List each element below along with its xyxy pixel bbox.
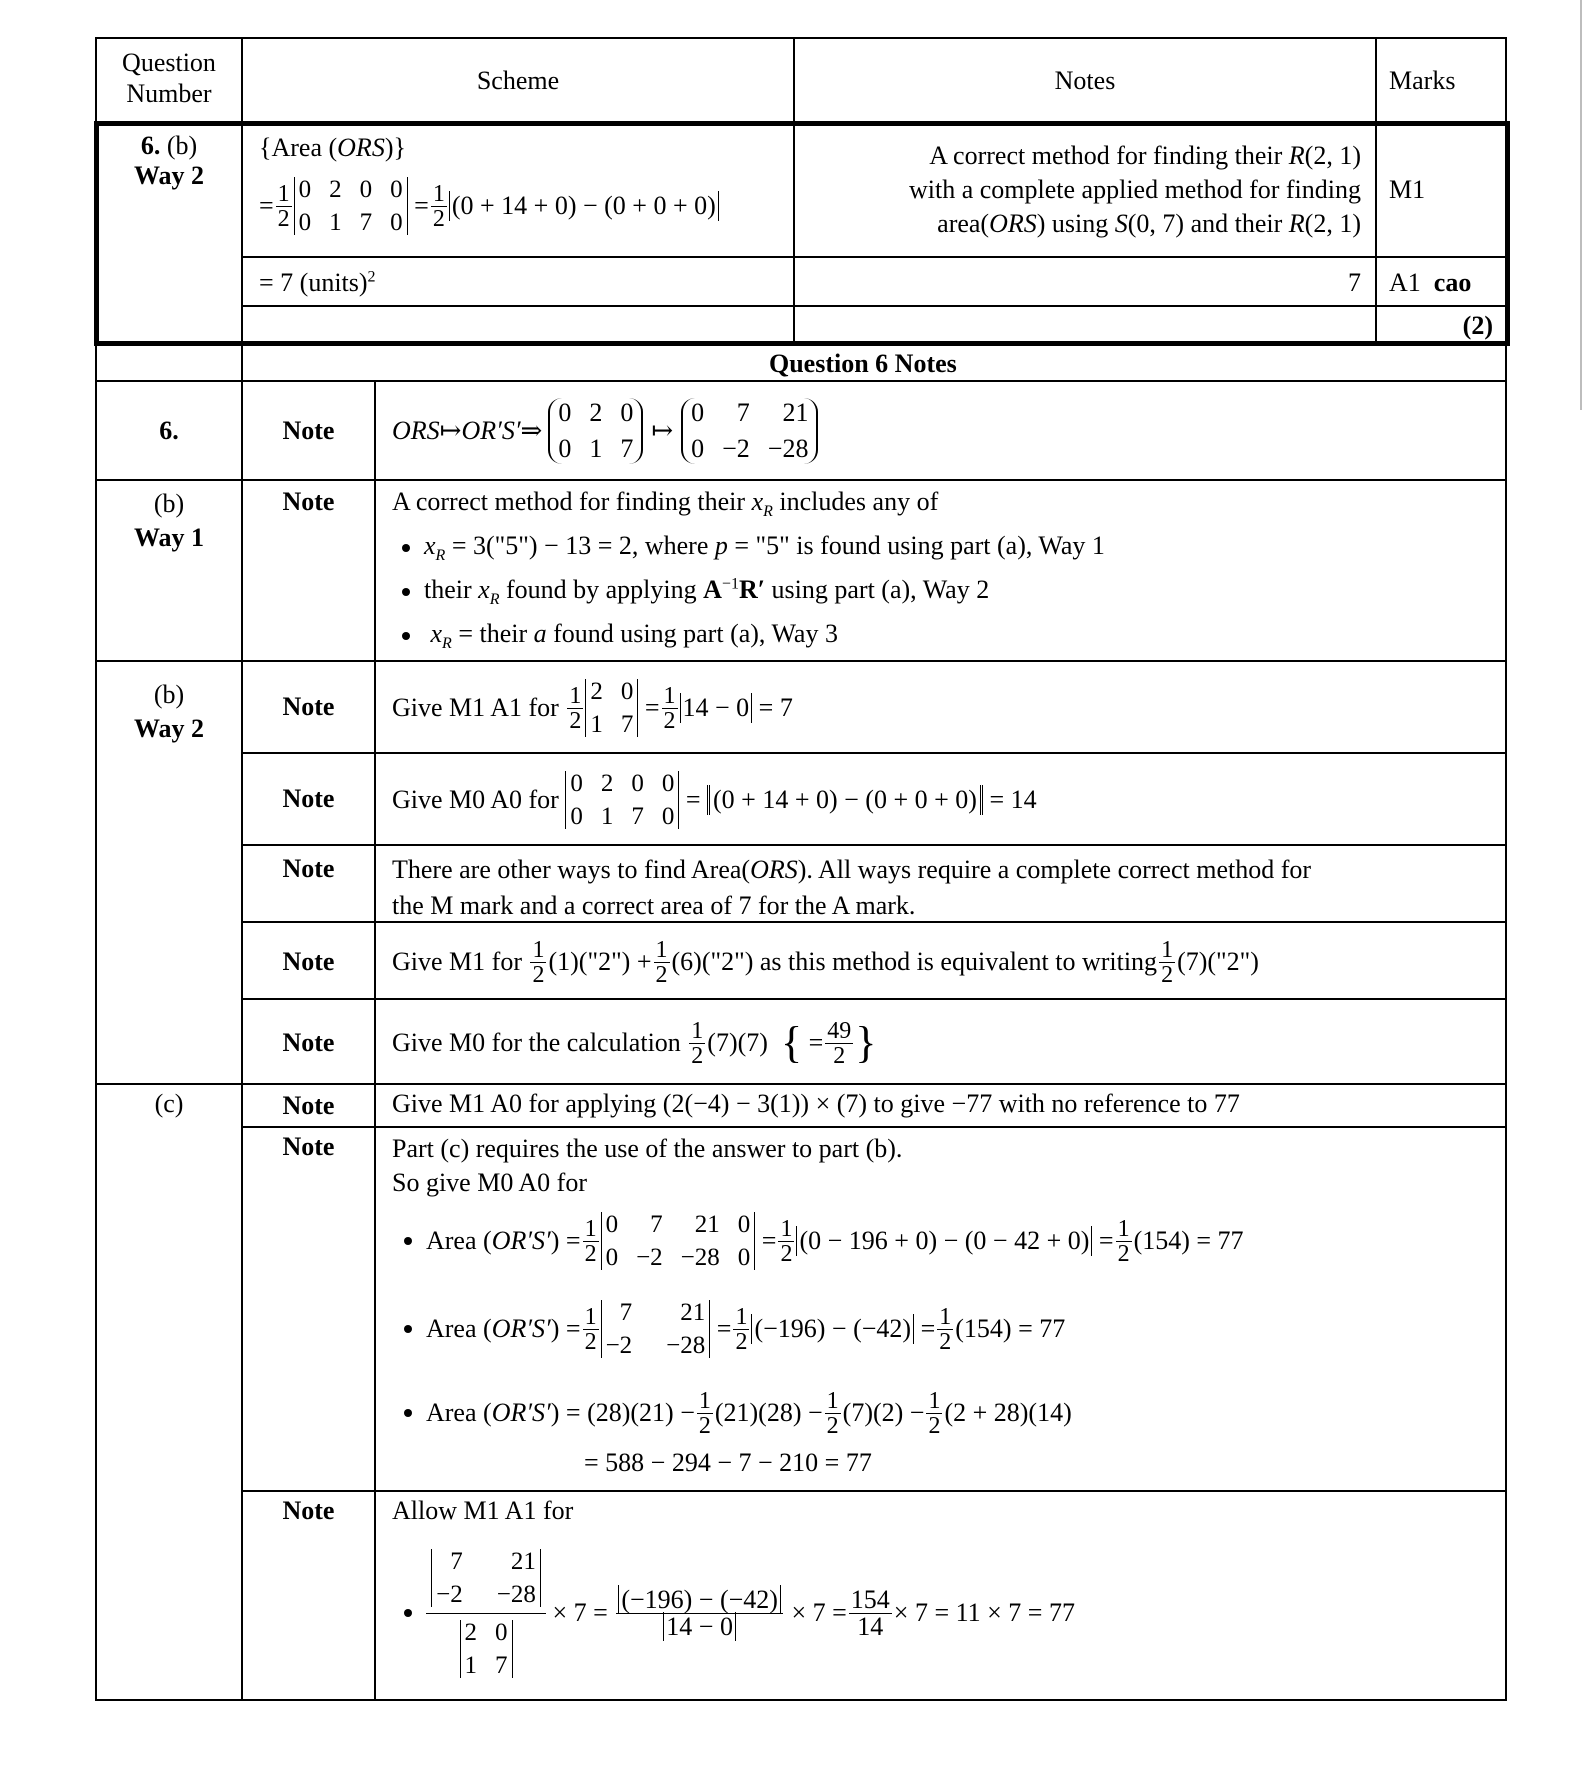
bullet-icon [402, 544, 410, 552]
note-c-3-label [241, 1490, 376, 1701]
note-row-b-way2-qnum [95, 660, 243, 1085]
header-marks-label: Marks [1389, 66, 1456, 95]
qnum-b-way2: (b) Way 2 [133, 680, 205, 743]
note-c-2-label [241, 1126, 376, 1492]
q6b-scheme-cell-3 [241, 305, 795, 345]
note-row-b-way1-content [374, 479, 1507, 662]
note-label: Note [282, 1028, 335, 1057]
note-b-way2-1-content [374, 660, 1507, 754]
c-note-3-expr: 7 21 −2 −28 2 0 1 7 × 7 = $\frac{(-196) - (-42)}{14 - 0}$ × 7 = $\frac{154}{14}$ × 7 = 11 × 7 = 77 [404, 1530, 1075, 1696]
matrix-ors: 0 2 0 0 1 7 [548, 398, 643, 464]
matrix-orsprime: 0 7 21 0 −2 −28 [681, 398, 818, 464]
header-scheme-label: Scheme [476, 66, 560, 95]
note-b-way2-5-label [241, 998, 376, 1085]
transformation-note: ORS ↦ OR′S′ ⇒ 0 2 0 0 1 7 ↦ 0 7 21 0 −2 −28 [392, 390, 818, 472]
bullet-icon [402, 632, 410, 640]
note-row-b-way1-qnum [95, 479, 243, 662]
c-bullet-1: Area ( OR′S′ ) = $\frac{1}{2}$ 0 7 21 0 0 −2 −28 0 = $\frac{1}{2}$ (0 − 196 + 0) − (0 − 42 + 0) = $\frac{1}{2}$ (154) = 77 [404, 1204, 1244, 1278]
qnum-6: 6. [159, 416, 179, 445]
q6b-scheme-cell-2 [241, 256, 795, 307]
note-label: Note [282, 487, 335, 516]
notes-section-title: Question 6 Notes [769, 349, 957, 378]
c-note-1: Give M1 A0 for applying (2(−4) − 3(1)) × (7) to give −77 with no reference to 77 [392, 1089, 1240, 1118]
q6b-note-result: 7 [1348, 268, 1361, 297]
note-label: Note [282, 416, 335, 445]
bullet-icon [404, 1325, 412, 1333]
bullet-icon [404, 1237, 412, 1245]
note-b-way2-2-label [241, 752, 376, 846]
note-label: Note [282, 692, 335, 721]
c-bullet-3: Area ( OR′S′ ) = (28)(21) − $\frac{1}{2}$ (21)(28) − $\frac{1}{2}$ (7)(2) − $\frac{1}{2}$ (2 + 28)(14) [404, 1378, 1072, 1448]
header-question-number-label: Question Number [122, 48, 216, 109]
bullet-icon [402, 588, 410, 596]
note-b-way2-5-content [374, 998, 1507, 1085]
note-label: Note [282, 947, 335, 976]
note-b-way2-4-label [241, 921, 376, 1000]
q6b-way2-label-cell [95, 123, 243, 345]
note-c-2-content [374, 1126, 1507, 1492]
way2-note-2: Give M0 A0 for 0 2 0 0 0 1 7 0 = (0 + 14 + 0) − (0 + 0 + 0) = 14 [392, 770, 1037, 830]
header-scheme [241, 37, 795, 125]
note-row-b-way1-label [241, 479, 376, 662]
way2-note-3: There are other ways to find Area(ORS). All ways require a complete correct method for the M mark and a correct area of 7 for the A mark. [392, 855, 1312, 921]
q6b-notes-cell-1 [793, 123, 1377, 258]
bullet-icon [404, 1409, 412, 1417]
note-label: Note [282, 784, 335, 813]
q6b-marks-cell-2 [1375, 256, 1507, 307]
qnum-c: (c) [154, 1089, 184, 1118]
notes-title-left [95, 343, 243, 382]
note-b-way2-3-label [241, 844, 376, 923]
note-c-3-content [374, 1490, 1507, 1701]
note-b-way2-4-content [374, 921, 1507, 1000]
c-note-2-intro: Part (c) requires the use of the answer to part (b). So give M0 A0 for [392, 1134, 903, 1197]
note-b-way2-3-content [374, 844, 1507, 923]
q6b-area-result: = 7 (units)$^2$ [259, 268, 376, 297]
q6b-notes-cell-2 [793, 256, 1377, 307]
c-bullet-3-result: = 588 − 294 − 7 − 210 = 77 [584, 1448, 872, 1477]
bullet-icon [404, 1609, 412, 1617]
c-bullet-2: Area ( OR′S′ ) = $\frac{1}{2}$ 7 21 −2 −28 = $\frac{1}{2}$ (−196) − (−42) = $\frac{1}{2}$ (154) = 77 [404, 1292, 1065, 1366]
q6b-marks-cell-1 [1375, 123, 1507, 258]
q6b-scheme-det: 0 2 0 0 0 1 7 0 [294, 177, 408, 235]
way2-note-1: Give M1 A1 for $\frac{1}{2}$ 2 0 1 7 = $\frac{1}{2}$ 14 − 0 = 7 [392, 678, 793, 738]
way1-bullet-1: $x_R$ = 3("5") − 13 = 2, where p = "5" is found using part (a), Way 1 [402, 531, 1105, 566]
q6b-marks-total-cell [1375, 305, 1507, 345]
c-note-3-intro: Allow M1 A1 for [392, 1496, 574, 1525]
note-label: Note [282, 1091, 335, 1120]
q6b-scheme-cell-1 [241, 123, 795, 258]
notes-title-cell [241, 343, 1507, 382]
note-row-c-qnum [95, 1083, 243, 1701]
header-question-number [95, 37, 243, 125]
header-notes-label: Notes [1054, 66, 1116, 95]
note-label: Note [282, 854, 335, 883]
way2-note-4: Give M1 for $\frac{1}{2}$ (1)("2") + $\frac{1}{2}$ (6)("2") as this method is equivalent to writing $\frac{1}{2}$ (7)("2") [392, 936, 1259, 988]
q6b-notes-cell-3 [793, 305, 1377, 345]
total-marks: (2) [1462, 311, 1493, 340]
note-row-6-qnum [95, 380, 243, 481]
way2-note-5: Give M0 for the calculation $\frac{1}{2}$ (7)(7) { = $\frac{49}{2}$ } [392, 1017, 877, 1069]
mark-a1-cao: A1 cao [1389, 268, 1472, 297]
way1-bullet-2: their $x_R$ found by applying $A^{-1}R'$ using part (a), Way 2 [402, 575, 989, 610]
qnum-b-way1: (b) Way 1 [133, 489, 205, 552]
q6b-scheme-title: {Area (ORS)} [259, 133, 406, 162]
q6b-scheme-determinant-expr: = $\frac{1}{2}$ 0 2 0 0 0 1 7 0 = $\frac{1}{2}$ (0 + 14 + 0) − (0 + 0 + 0) [259, 177, 719, 235]
header-notes [793, 37, 1377, 125]
way1-bullet-3: $x_R$ = their a found using part (a), Way 3 [402, 619, 838, 654]
way1-intro: A correct method for finding their $x_R$ includes any of [392, 487, 939, 521]
q6b-method-note: A correct method for finding their R(2, 1) with a complete applied method for finding area(ORS) using S(0, 7) and their R(2, 1) [909, 141, 1361, 238]
q6b-way2-label: 6. (b) Way 2 [133, 131, 205, 190]
note-row-6-label [241, 380, 376, 481]
note-label: Note [282, 1496, 335, 1525]
note-c-1-label [241, 1083, 376, 1128]
header-marks [1375, 37, 1507, 125]
note-row-6-content [374, 380, 1507, 481]
note-b-way2-2-content [374, 752, 1507, 846]
note-label: Note [282, 1132, 335, 1161]
note-b-way2-1-label [241, 660, 376, 754]
mark-m1: M1 [1389, 175, 1426, 204]
note-c-1-content [374, 1083, 1507, 1128]
